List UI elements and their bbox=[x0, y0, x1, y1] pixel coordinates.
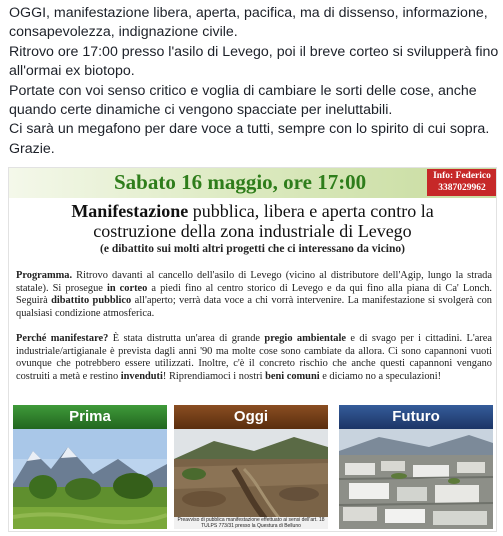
why-paragraph bbox=[16, 333, 492, 383]
why-text-2: e di svago per i cittadini. L'area industriale/artigianale è prevista dagli anni '90 ma molte cose sono cambiate da allora. Ci sono capannoni vuoti ovunque che potrebbero essere utilizzati. Inoltre, c'è il concreto rischio che anche questi capannoni vengano costruiti a metà e restino bbox=[16, 333, 492, 382]
panel-heading-oggi: Oggi bbox=[174, 405, 328, 429]
why-text-4: e diciamo no a speculazioni! bbox=[319, 370, 442, 382]
why-text-1: È stata distrutta un'area di grande bbox=[108, 333, 265, 344]
info-box bbox=[427, 169, 497, 196]
post-line-1: OGGI, manifestazione libera, aperta, pacifica, ma di dissenso, informazione, consapevolezza, indignazione civile. bbox=[9, 5, 488, 41]
program-paragraph bbox=[16, 270, 492, 320]
title-rest: pubblica, libera e aperta contro la bbox=[188, 201, 434, 221]
post-line-3: Portate con voi senso critico e voglia di cambiare le sorti delle cose, anche quando certe dinamiche ci vengono spacciate per ineluttabili. bbox=[9, 82, 477, 119]
flyer-date: Sabato 16 maggio, ore 17:00 bbox=[114, 170, 367, 194]
why-text-3: ! Riprendiamoci i nostri bbox=[162, 370, 266, 382]
why-bold-1: Perché manifestare? bbox=[16, 333, 109, 344]
why-bold-2: pregio ambientale bbox=[264, 333, 346, 344]
oggi-caption: Preavviso di pubblica manifestazione effettuato ai sensi dell'art. 18 TULPS 773/31 presso la Questura di Belluno bbox=[174, 517, 328, 529]
title-bold: Manifestazione bbox=[71, 201, 189, 221]
post-line-5: Grazie. bbox=[9, 140, 55, 157]
post-line-4: Ci sarà un megafono per dare voce a tutti, sempre con lo spirito di cui sopra. bbox=[9, 121, 490, 138]
program-text-2: a piedi fino al centro storico di Levego e da qui fino alla piana di Ca' Lonch. Seguirà bbox=[16, 282, 493, 307]
flyer-subtitle: (e dibattito sui molti altri progetti che ci interessano da vicino) bbox=[100, 243, 405, 255]
program-bold-1: Programma. bbox=[16, 270, 73, 281]
why-bold-3: invenduti bbox=[120, 370, 163, 382]
why-bold-4: beni comuni bbox=[265, 370, 320, 382]
post-line-2: Ritrovo ore 17:00 presso l'asilo di Levego, poi il breve corteo si svilupperà fino all'ormai ex biotopo. bbox=[9, 43, 499, 80]
info-phone: 3387029962 bbox=[438, 183, 486, 193]
photo-futuro-industrial bbox=[339, 429, 493, 529]
panel-heading-prima: Prima bbox=[13, 405, 167, 429]
info-label: Info: Federico bbox=[433, 171, 491, 181]
program-bold-3: dibattito pubblico bbox=[51, 295, 132, 307]
post-text bbox=[9, 4, 499, 159]
panel-heading-futuro: Futuro bbox=[339, 405, 493, 429]
title-line2: costruzione della zona industriale di Levego bbox=[93, 221, 412, 241]
program-text-3: all'aperto; verrà data voce a chi vorrà intervenire. La manifestazione si svolgerà con qualsiasi condizione atmosferica. bbox=[16, 295, 492, 319]
program-text-1: Ritrovo davanti al cancello dell'asilo di Levego (vicino al distributore dell'Agip, lungo la strada statale). Si prosegue bbox=[16, 270, 492, 294]
flyer-title bbox=[9, 201, 496, 241]
photo-prima-meadow bbox=[13, 429, 167, 529]
flyer-image[interactable] bbox=[8, 167, 497, 532]
program-bold-2: in corteo bbox=[106, 282, 148, 294]
photo-oggi-construction bbox=[174, 429, 328, 529]
